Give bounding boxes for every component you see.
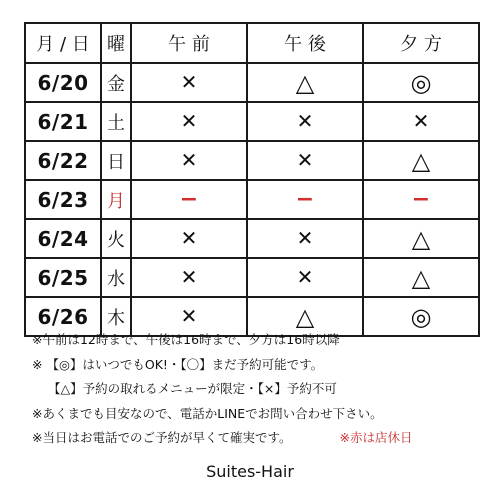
slot-morning	[131, 219, 247, 258]
row-date: 6/23	[25, 180, 101, 219]
table-header-row	[25, 23, 479, 63]
table-row	[25, 180, 479, 219]
header-day-of-week: 曜	[101, 23, 131, 63]
row-day-of-week: 月	[101, 180, 131, 219]
slot-morning	[131, 102, 247, 141]
closed-mark: −	[295, 186, 315, 212]
unavailable-mark: ✕	[180, 265, 198, 289]
table-row	[25, 102, 479, 141]
slot-afternoon	[247, 180, 363, 219]
slot-afternoon	[247, 102, 363, 141]
row-day-of-week: 土	[101, 102, 131, 141]
limited-mark: △	[411, 146, 431, 175]
table-row	[25, 258, 479, 297]
unavailable-mark: ✕	[296, 226, 314, 250]
row-day-of-week: 木	[101, 297, 131, 336]
closed-mark: −	[179, 186, 199, 212]
slot-evening	[363, 63, 479, 102]
header-date: 月 / 日	[25, 23, 101, 63]
note-same-day	[32, 426, 482, 451]
table-row	[25, 141, 479, 180]
reservation-schedule-table	[24, 22, 480, 337]
limited-mark: △	[295, 68, 315, 97]
note-legend-ok: ※ 【◎】はいつでもOK!・【〇】まだ予約可能です。	[32, 356, 324, 372]
row-date: 6/22	[25, 141, 101, 180]
slot-evening	[363, 102, 479, 141]
table-row	[25, 63, 479, 102]
slot-morning	[131, 258, 247, 297]
note-same-day-text: ※当日はお電話でのご予約が早くて確実です。	[32, 430, 292, 445]
unavailable-mark: ✕	[296, 109, 314, 133]
unavailable-mark: ✕	[180, 70, 198, 94]
slot-morning	[131, 180, 247, 219]
slot-afternoon	[247, 258, 363, 297]
table-row	[25, 219, 479, 258]
notes-section	[32, 328, 482, 451]
row-date: 6/20	[25, 63, 101, 102]
slot-afternoon	[247, 141, 363, 180]
note-legend-limited: 【△】予約の取れるメニューが限定・【×】予約不可	[48, 381, 337, 396]
available-mark: ◎	[410, 68, 432, 97]
slot-evening	[363, 180, 479, 219]
note-hours: ※午前は12時まで、午後は16時まで、夕方は16時以降	[32, 332, 340, 347]
limited-mark: △	[411, 263, 431, 292]
slot-afternoon	[247, 219, 363, 258]
row-day-of-week: 火	[101, 219, 131, 258]
row-day-of-week: 水	[101, 258, 131, 297]
slot-evening	[363, 258, 479, 297]
note-contact: ※あくまでも目安なので、電話かLINEでお問い合わせ下さい。	[32, 405, 383, 421]
unavailable-mark: ✕	[296, 148, 314, 172]
slot-afternoon	[247, 63, 363, 102]
note-holiday-legend: ※赤は店休日	[339, 430, 413, 445]
unavailable-mark: ✕	[180, 226, 198, 250]
row-date: 6/21	[25, 102, 101, 141]
row-date: 6/25	[25, 258, 101, 297]
limited-mark: △	[295, 302, 315, 331]
slot-evening	[363, 219, 479, 258]
slot-morning	[131, 141, 247, 180]
unavailable-mark: ✕	[180, 109, 198, 133]
limited-mark: △	[411, 224, 431, 253]
header-afternoon: 午 後	[247, 23, 363, 63]
slot-morning	[131, 63, 247, 102]
unavailable-mark: ✕	[180, 304, 198, 328]
unavailable-mark: ✕	[296, 265, 314, 289]
unavailable-mark: ✕	[180, 148, 198, 172]
row-date: 6/24	[25, 219, 101, 258]
header-evening: 夕 方	[363, 23, 479, 63]
slot-evening	[363, 141, 479, 180]
header-morning: 午 前	[131, 23, 247, 63]
row-date: 6/26	[25, 297, 101, 336]
available-mark: ◎	[410, 302, 432, 331]
row-day-of-week: 日	[101, 141, 131, 180]
unavailable-mark: ✕	[412, 109, 430, 133]
row-day-of-week: 金	[101, 63, 131, 102]
closed-mark: −	[411, 186, 431, 212]
shop-name: Suites-Hair	[206, 462, 294, 481]
